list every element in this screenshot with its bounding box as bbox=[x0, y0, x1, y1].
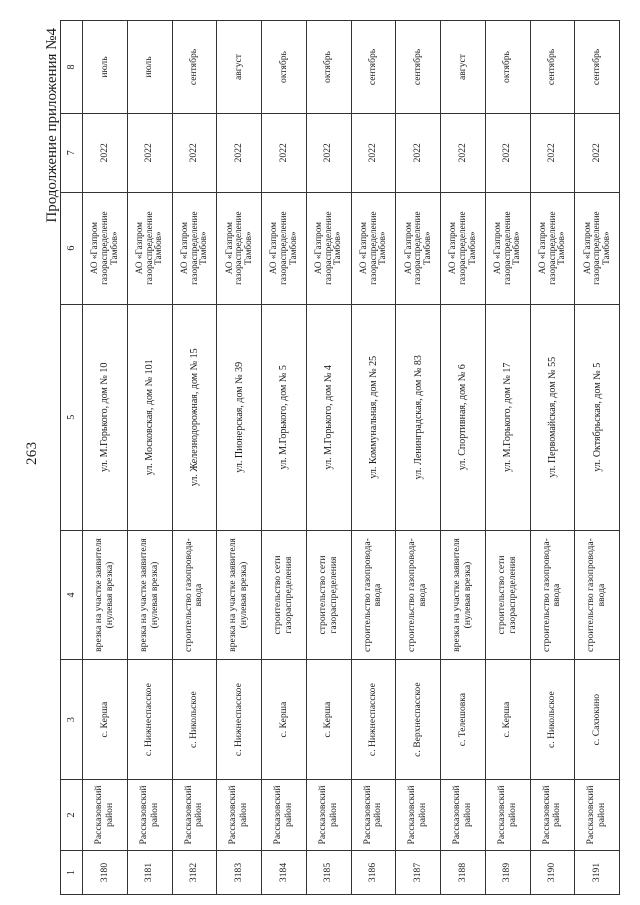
village-cell: с. Телешовка bbox=[441, 660, 486, 780]
year-cell: 2022 bbox=[83, 114, 128, 193]
table-row bbox=[351, 21, 396, 895]
header-cell: 8 bbox=[61, 21, 83, 114]
row-number: 3189 bbox=[485, 850, 530, 894]
year-cell: 2022 bbox=[530, 114, 575, 193]
district-cell: Рассказовский район bbox=[485, 780, 530, 851]
header-row bbox=[61, 21, 83, 895]
organization-cell: АО «Газпром газораспределение Тамбов» bbox=[306, 192, 351, 304]
work-type-cell: строительство газопровода-ввода bbox=[530, 530, 575, 659]
address-cell: ул. М.Горького, дом № 4 bbox=[306, 304, 351, 530]
district-cell: Рассказовский район bbox=[306, 780, 351, 851]
month-cell: сентябрь bbox=[396, 21, 441, 114]
month-cell: октябрь bbox=[306, 21, 351, 114]
district-cell: Рассказовский район bbox=[127, 780, 172, 851]
district-cell: Рассказовский район bbox=[83, 780, 128, 851]
district-cell: Рассказовский район bbox=[217, 780, 262, 851]
table-row bbox=[485, 21, 530, 895]
address-cell: ул. Ленинградская, дом № 83 bbox=[396, 304, 441, 530]
village-cell: с. Керша bbox=[262, 660, 307, 780]
work-type-cell: строительство газопровода-ввода bbox=[396, 530, 441, 659]
table-row bbox=[441, 21, 486, 895]
village-cell: с. Никольское bbox=[530, 660, 575, 780]
month-cell: сентябрь bbox=[575, 21, 620, 114]
district-cell: Рассказовский район bbox=[441, 780, 486, 851]
table-row bbox=[127, 21, 172, 895]
month-cell: сентябрь bbox=[172, 21, 217, 114]
year-cell: 2022 bbox=[441, 114, 486, 193]
table-row bbox=[83, 21, 128, 895]
work-type-cell: строительство сети газораспределения bbox=[262, 530, 307, 659]
village-cell: с. Нижнеспасское bbox=[217, 660, 262, 780]
month-cell: июль bbox=[127, 21, 172, 114]
year-cell: 2022 bbox=[351, 114, 396, 193]
month-cell: июль bbox=[83, 21, 128, 114]
village-cell: с. Верхнеспасское bbox=[396, 660, 441, 780]
address-cell: ул. М.Горького, дом № 17 bbox=[485, 304, 530, 530]
gasification-table bbox=[60, 20, 620, 895]
table-row bbox=[396, 21, 441, 895]
work-type-cell: врезка на участке заявителя (нулевая врезка) bbox=[441, 530, 486, 659]
header-cell: 2 bbox=[61, 780, 83, 851]
organization-cell: АО «Газпром газораспределение Тамбов» bbox=[351, 192, 396, 304]
district-cell: Рассказовский район bbox=[396, 780, 441, 851]
address-cell: ул. Московская, дом № 101 bbox=[127, 304, 172, 530]
address-cell: ул. Спортивная, дом № 6 bbox=[441, 304, 486, 530]
year-cell: 2022 bbox=[485, 114, 530, 193]
village-cell: с. Нижнеспасское bbox=[127, 660, 172, 780]
organization-cell: АО «Газпром газораспределение Тамбов» bbox=[83, 192, 128, 304]
row-number: 3190 bbox=[530, 850, 575, 894]
header-cell: 4 bbox=[61, 530, 83, 659]
district-cell: Рассказовский район bbox=[351, 780, 396, 851]
work-type-cell: строительство сети газораспределения bbox=[485, 530, 530, 659]
year-cell: 2022 bbox=[127, 114, 172, 193]
year-cell: 2022 bbox=[217, 114, 262, 193]
district-cell: Рассказовский район bbox=[172, 780, 217, 851]
address-cell: ул. Первомайская, дом № 55 bbox=[530, 304, 575, 530]
organization-cell: АО «Газпром газораспределение Тамбов» bbox=[217, 192, 262, 304]
work-type-cell: врезка на участке заявителя (нулевая врезка) bbox=[83, 530, 128, 659]
header-cell: 1 bbox=[61, 850, 83, 894]
table-row bbox=[262, 21, 307, 895]
row-number: 3191 bbox=[575, 850, 620, 894]
organization-cell: АО «Газпром газораспределение Тамбов» bbox=[172, 192, 217, 304]
row-number: 3183 bbox=[217, 850, 262, 894]
work-type-cell: строительство газопровода-ввода bbox=[172, 530, 217, 659]
header-cell: 5 bbox=[61, 304, 83, 530]
work-type-cell: врезка на участке заявителя (нулевая врезка) bbox=[217, 530, 262, 659]
organization-cell: АО «Газпром газораспределение Тамбов» bbox=[127, 192, 172, 304]
row-number: 3188 bbox=[441, 850, 486, 894]
work-type-cell: строительство сети газораспределения bbox=[306, 530, 351, 659]
month-cell: сентябрь bbox=[351, 21, 396, 114]
village-cell: с. Керша bbox=[306, 660, 351, 780]
organization-cell: АО «Газпром газораспределение Тамбов» bbox=[575, 192, 620, 304]
organization-cell: АО «Газпром газораспределение Тамбов» bbox=[262, 192, 307, 304]
village-cell: с. Никольское bbox=[172, 660, 217, 780]
village-cell: с. Нижнеспасское bbox=[351, 660, 396, 780]
work-type-cell: строительство газопровода-ввода bbox=[575, 530, 620, 659]
organization-cell: АО «Газпром газораспределение Тамбов» bbox=[485, 192, 530, 304]
year-cell: 2022 bbox=[172, 114, 217, 193]
page-number: 263 bbox=[24, 441, 40, 465]
village-cell: с. Сахюкино bbox=[575, 660, 620, 780]
village-cell: с. Керша bbox=[485, 660, 530, 780]
village-cell: с. Керша bbox=[83, 660, 128, 780]
work-type-cell: врезка на участке заявителя (нулевая врезка) bbox=[127, 530, 172, 659]
month-cell: октябрь bbox=[485, 21, 530, 114]
row-number: 3184 bbox=[262, 850, 307, 894]
address-cell: ул. М.Горького, дом № 10 bbox=[83, 304, 128, 530]
header-cell: 3 bbox=[61, 660, 83, 780]
month-cell: сентябрь bbox=[530, 21, 575, 114]
year-cell: 2022 bbox=[575, 114, 620, 193]
row-number: 3186 bbox=[351, 850, 396, 894]
month-cell: август bbox=[441, 21, 486, 114]
address-cell: ул. Октябрьская, дом № 5 bbox=[575, 304, 620, 530]
header-cell: 6 bbox=[61, 192, 83, 304]
month-cell: август bbox=[217, 21, 262, 114]
row-number: 3180 bbox=[83, 850, 128, 894]
table-row bbox=[306, 21, 351, 895]
year-cell: 2022 bbox=[262, 114, 307, 193]
address-cell: ул. М.Горького, дом № 5 bbox=[262, 304, 307, 530]
row-number: 3185 bbox=[306, 850, 351, 894]
row-number: 3181 bbox=[127, 850, 172, 894]
work-type-cell: строительство газопровода-ввода bbox=[351, 530, 396, 659]
row-number: 3182 bbox=[172, 850, 217, 894]
address-cell: ул. Коммунальная, дом № 25 bbox=[351, 304, 396, 530]
table-row bbox=[530, 21, 575, 895]
table-row bbox=[575, 21, 620, 895]
year-cell: 2022 bbox=[306, 114, 351, 193]
table-row bbox=[217, 21, 262, 895]
organization-cell: АО «Газпром газораспределение Тамбов» bbox=[530, 192, 575, 304]
table-row bbox=[172, 21, 217, 895]
district-cell: Рассказовский район bbox=[530, 780, 575, 851]
district-cell: Рассказовский район bbox=[262, 780, 307, 851]
district-cell: Рассказовский район bbox=[575, 780, 620, 851]
organization-cell: АО «Газпром газораспределение Тамбов» bbox=[441, 192, 486, 304]
header-cell: 7 bbox=[61, 114, 83, 193]
address-cell: ул. Железнодорожная, дом № 15 bbox=[172, 304, 217, 530]
continuation-heading: Продолжение приложения №4 bbox=[44, 28, 60, 223]
row-number: 3187 bbox=[396, 850, 441, 894]
month-cell: октябрь bbox=[262, 21, 307, 114]
organization-cell: АО «Газпром газораспределение Тамбов» bbox=[396, 192, 441, 304]
year-cell: 2022 bbox=[396, 114, 441, 193]
address-cell: ул. Пионерская, дом № 39 bbox=[217, 304, 262, 530]
